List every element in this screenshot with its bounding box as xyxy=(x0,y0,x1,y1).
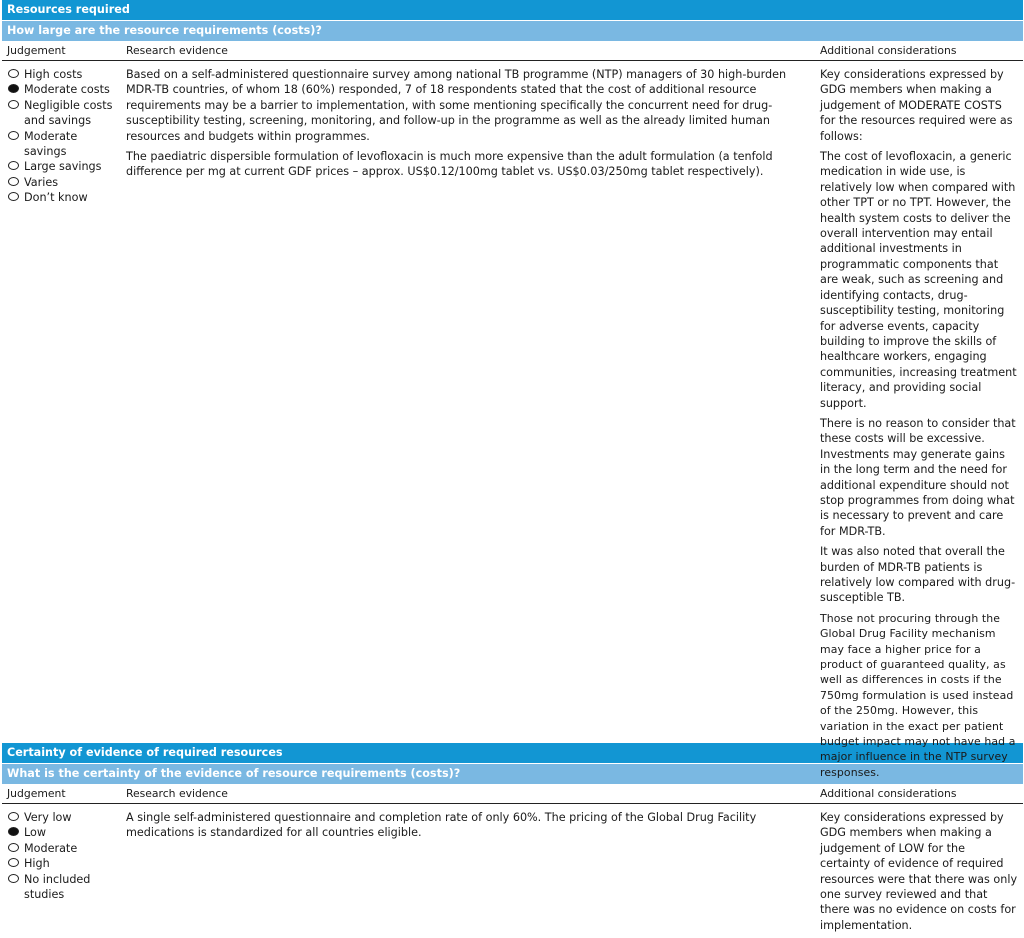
option-varies[interactable]: Varies xyxy=(7,175,116,190)
option-negligible-costs[interactable]: Negligible costs and savings xyxy=(7,98,116,129)
consideration-paragraph: Those not procuring through the Global Drug Facility mechanism may face a higher price for a product of guaranteed quality, as well as differences in costs if the 750mg formulation is used instead of the 250mg. However, this variation in the exact per patient budget impact may not have had a major influence in the NTP survey responses. xyxy=(820,611,1016,779)
section-question-certainty: What is the certainty of the evidence of resource requirements (costs)? xyxy=(2,764,1023,784)
header-additional-considerations: Additional considerations xyxy=(820,787,957,800)
radio-icon xyxy=(8,131,19,140)
additional-considerations xyxy=(815,804,1023,938)
radio-icon xyxy=(8,812,19,821)
radio-icon xyxy=(8,69,19,78)
column-headers xyxy=(2,41,1023,61)
option-large-savings[interactable]: Large savings xyxy=(7,159,116,174)
evidence-paragraph: The paediatric dispersible formulation of levofloxacin is much more expensive than the adult formulation (a tenfold difference per mg at current GDF prices – approx. US$0.12/100mg tablet vs. US$0.03/250mg tablet respectively). xyxy=(126,150,773,179)
header-research-evidence: Research evidence xyxy=(126,44,228,57)
section-title-resources: Resources required xyxy=(2,0,1023,21)
option-moderate-savings[interactable]: Moderate savings xyxy=(7,129,116,160)
radio-icon xyxy=(8,874,19,883)
radio-selected-icon xyxy=(8,827,19,836)
radio-icon xyxy=(8,858,19,867)
research-evidence xyxy=(121,804,815,938)
option-high[interactable]: High xyxy=(7,856,116,871)
option-very-low[interactable]: Very low xyxy=(7,810,116,825)
table-row xyxy=(2,804,1023,934)
option-no-included-studies[interactable]: No included studies xyxy=(7,872,116,903)
judgement-options xyxy=(2,804,121,938)
consideration-paragraph: Key considerations expressed by GDG members when making a judgement of MODERATE COSTS for the resources required were as follows: xyxy=(820,68,1013,143)
evidence-to-decision-table xyxy=(2,0,1023,934)
radio-icon xyxy=(8,192,19,201)
consideration-paragraph: There is no reason to consider that these costs will be excessive. Investments may generate gains in the long term and the need for additional expenditure should not stop programmes from doing what is necessary to prevent and care for MDR-TB. xyxy=(820,416,1016,538)
consideration-paragraph: Key considerations expressed by GDG members when making a judgement of LOW for the certainty of evidence of required resources were that there was only one survey reviewed and that there was no evidence on costs for implementation. xyxy=(820,811,1018,932)
additional-considerations xyxy=(815,61,1023,785)
option-moderate[interactable]: Moderate xyxy=(7,841,116,856)
header-judgement: Judgement xyxy=(7,787,66,800)
header-research-evidence: Research evidence xyxy=(126,787,228,800)
evidence-paragraph: A single self-administered questionnaire and completion rate of only 60%. The pricing of the Global Drug Facility medications is standardized for all countries eligible. xyxy=(126,811,757,840)
section-question-resources: How large are the resource requirements (costs)? xyxy=(2,21,1023,41)
consideration-paragraph: It was also noted that overall the burden of MDR-TB patients is relatively low compared with drug-susceptible TB. xyxy=(820,545,1016,605)
section-title-certainty: Certainty of evidence of required resources xyxy=(2,743,1023,764)
judgement-options xyxy=(2,61,121,785)
option-high-costs[interactable]: High costs xyxy=(7,67,116,82)
evidence-paragraph: Based on a self-administered questionnaire survey among national TB programme (NTP) managers of 30 high-burden MDR-TB countries, of whom 18 (60%) responded, 7 of 18 respondents stated that the cost of additional resource requirements may be a barrier to implementation, with some mentioning specifically the concurrent need for drug-susceptibility testing, screening, monitoring, and follow-up in the programme as well as the already limited human resources and budgets within programmes. xyxy=(126,68,787,143)
option-dont-know[interactable]: Don’t know xyxy=(7,190,116,205)
option-low[interactable]: Low xyxy=(7,825,116,840)
radio-icon xyxy=(8,177,19,186)
consideration-paragraph: The cost of levofloxacin, a generic medication in wide use, is relatively low when compared with other TPT or no TPT. However, the health system costs to deliver the overall intervention may entail additional investments in programmatic components that are weak, such as screening and identifying contacts, drug-susceptibility testing, monitoring for adverse events, capacity building to improve the skills of healthcare workers, engaging communities, increasing treatment literacy, and providing social support. xyxy=(820,150,1017,410)
research-evidence xyxy=(121,61,815,785)
radio-icon xyxy=(8,161,19,170)
header-additional-considerations: Additional considerations xyxy=(820,44,957,57)
option-moderate-costs[interactable]: Moderate costs xyxy=(7,82,116,97)
radio-icon xyxy=(8,100,19,109)
radio-icon xyxy=(8,843,19,852)
radio-selected-icon xyxy=(8,84,19,93)
column-headers xyxy=(2,784,1023,804)
header-judgement: Judgement xyxy=(7,44,66,57)
